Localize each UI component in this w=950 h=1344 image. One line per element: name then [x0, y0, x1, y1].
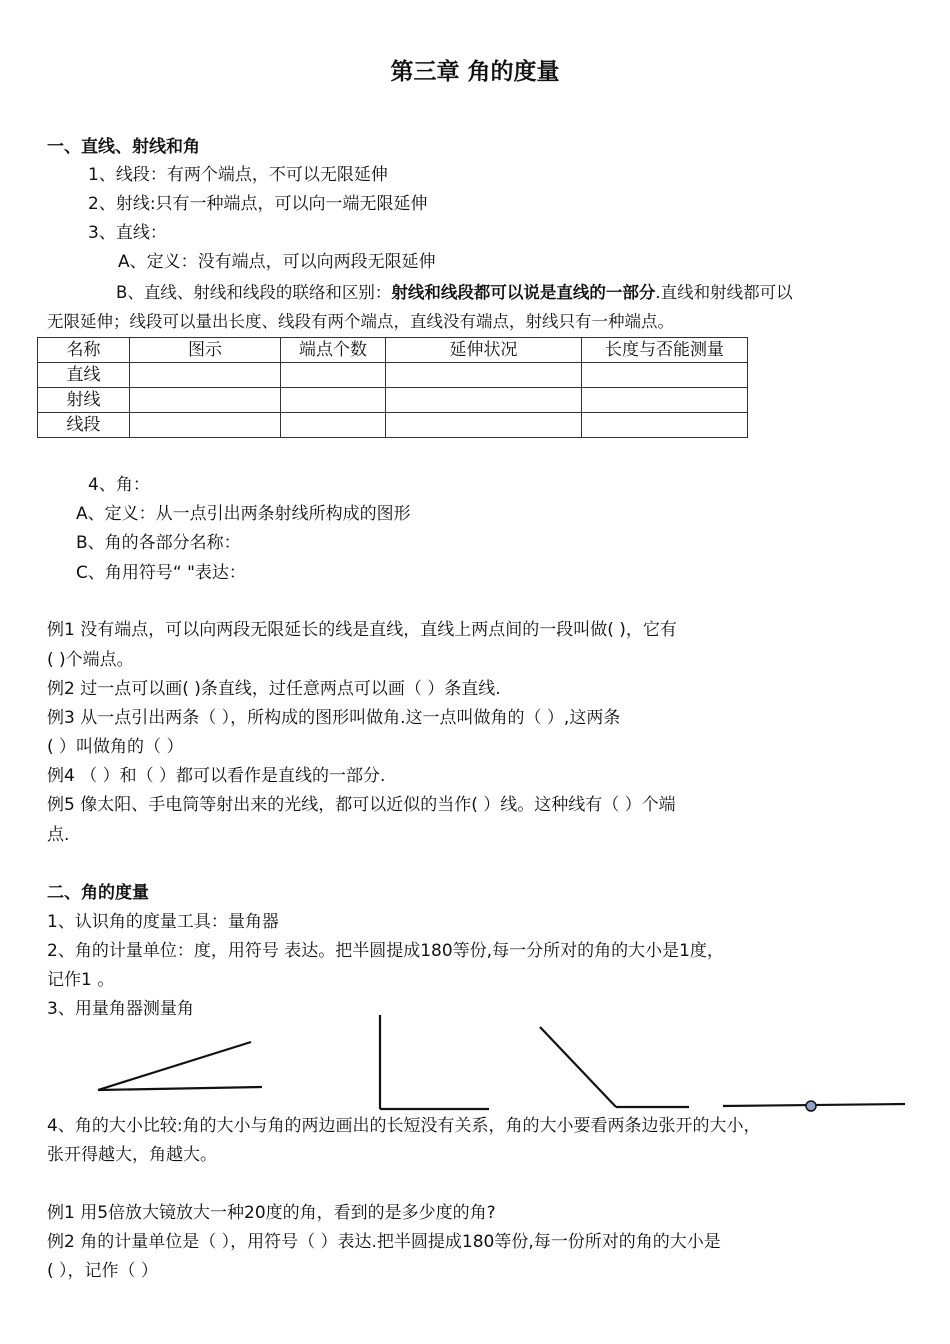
s2-example-2: 例2 角的计量单位是（ ），用符号（ ）表达.把半圆提成180等份,每一份所对的角的大小是 — [47, 1232, 721, 1252]
item-ray: 2、射线:只有一种端点，可以向一端无限延伸 — [88, 194, 428, 214]
item-line-relation — [116, 281, 793, 305]
table-row — [38, 363, 748, 388]
item-angle-parts: B、角的各部分名称： — [76, 533, 241, 553]
item-degree-unit: 2、角的计量单位：度，用符号 表达。把半圆提成180等份,每一分所对的角的大小是1度， — [47, 941, 724, 961]
table-cell: 直线 — [38, 363, 130, 388]
vertex-dot — [806, 1101, 816, 1111]
straight-angle-figure — [723, 1101, 905, 1111]
item-line-relation-cont: 无限延伸；线段可以量出长度、线段有两个端点，直线没有端点，射线只有一种端点。 — [47, 312, 674, 331]
table-header: 端点个数 — [281, 338, 386, 363]
s2-example-2-cont: ( ），记作（ ） — [47, 1261, 158, 1281]
item-line-definition: A、定义：没有端点，可以向两段无限延伸 — [118, 252, 436, 272]
example-3: 例3 从一点引出两条（ ），所构成的图形叫做角.这一点叫做角的（ ）,这两条 — [47, 708, 621, 728]
table-cell — [130, 388, 281, 413]
table-header: 名称 — [38, 338, 130, 363]
item-angle-definition: A、定义：从一点引出两条射线所构成的图形 — [76, 504, 411, 524]
table-cell — [582, 388, 748, 413]
s2-example-1: 例1 用5倍放大镜放大一种20度的角，看到的是多少度的角? — [47, 1203, 496, 1223]
example-5-cont: 点. — [47, 825, 70, 845]
table-header: 图示 — [130, 338, 281, 363]
example-4: 例4 （ ）和（ ）都可以看作是直线的一部分. — [47, 766, 386, 786]
table-cell: 射线 — [38, 388, 130, 413]
table-cell — [281, 363, 386, 388]
example-2: 例2 过一点可以画( )条直线，过任意两点可以画（ ）条直线. — [47, 679, 501, 699]
relation-prefix: B、直线、射线和线段的联络和区别： — [116, 283, 392, 302]
item-compare: 4、角的大小比较:角的大小与角的两边画出的长短没有关系，角的大小要看两条边张开的大小， — [47, 1116, 761, 1136]
table-cell — [130, 363, 281, 388]
item-angle-symbol: C、角用符号“ "表达： — [76, 563, 246, 583]
table-row — [38, 413, 748, 438]
table-cell — [386, 363, 582, 388]
table-row — [38, 388, 748, 413]
table-cell — [582, 413, 748, 438]
item-measure: 3、用量角器测量角 — [47, 999, 194, 1019]
table-header: 延伸状况 — [386, 338, 582, 363]
table-cell — [130, 413, 281, 438]
table-cell — [582, 363, 748, 388]
table-cell: 线段 — [38, 413, 130, 438]
angle-figures — [0, 1005, 950, 1115]
item-compare-cont: 张开得越大，角越大。 — [47, 1145, 217, 1165]
obtuse-angle-figure — [540, 1027, 689, 1107]
example-3-cont: ( ）叫做角的（ ） — [47, 737, 184, 757]
table-cell — [386, 413, 582, 438]
item-protractor: 1、认识角的度量工具：量角器 — [47, 912, 279, 932]
table-cell — [281, 413, 386, 438]
relation-suffix: .直线和射线都可以 — [655, 283, 793, 302]
table-cell — [281, 388, 386, 413]
table-cell — [386, 388, 582, 413]
section2-heading: 二、角的度量 — [47, 883, 149, 903]
item-segment: 1、线段：有两个端点，不可以无限延伸 — [88, 165, 388, 185]
item-angle: 4、角： — [88, 475, 150, 495]
table-header: 长度与否能测量 — [582, 338, 748, 363]
relation-bold: 射线和线段都可以说是直线的一部分 — [391, 283, 656, 302]
example-1-text: 例1 没有端点，可以向两段无限延长的线是直线，直线上两点间的一段叫做( )，它有 — [47, 620, 677, 640]
acute-angle-figure — [98, 1042, 262, 1090]
example-5: 例5 像太阳、手电筒等射出来的光线，都可以近似的当作( ）线。这种线有（ ）个端 — [47, 795, 676, 815]
example-1 — [47, 618, 905, 642]
item-line: 3、直线： — [88, 223, 167, 243]
section1-heading: 一、直线、射线和角 — [47, 137, 200, 157]
right-angle-figure — [380, 1015, 489, 1109]
page-title: 第三章 角的度量 — [390, 59, 560, 85]
item-degree-unit-cont: 记作1 。 — [47, 970, 115, 990]
example-1-cont: ( )个端点。 — [47, 650, 134, 670]
table-header-row — [38, 338, 748, 363]
comparison-table — [37, 337, 748, 438]
